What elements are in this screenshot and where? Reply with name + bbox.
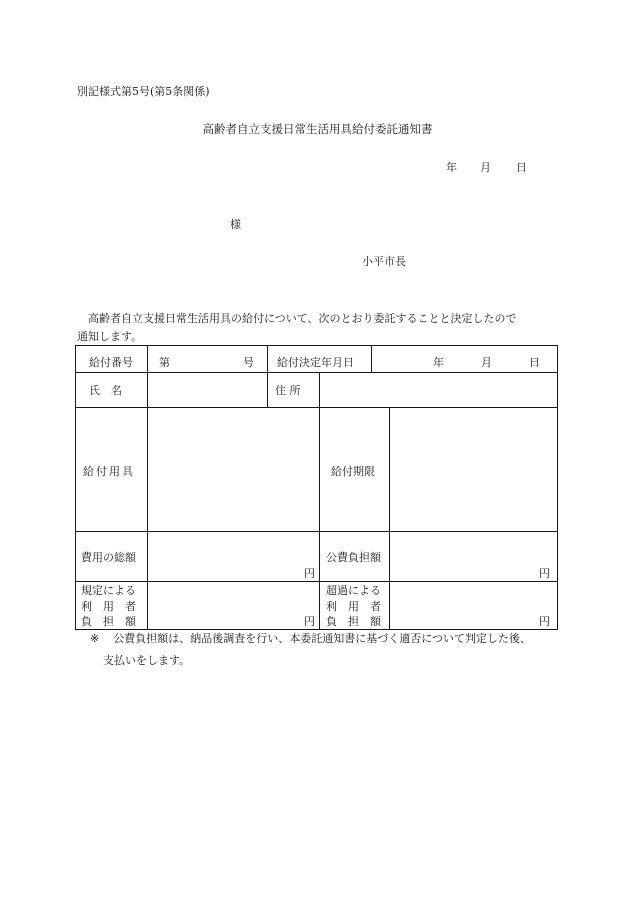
table-rule	[389, 407, 390, 630]
table-rule	[371, 345, 372, 373]
table-rule	[147, 345, 148, 630]
table-border-left	[75, 345, 76, 630]
address-label: 住 所	[275, 384, 301, 397]
date-day-label: 日	[516, 161, 527, 174]
regular-burden-label-2: 利 用 者	[81, 600, 136, 613]
public-burden-unit: 円	[539, 567, 550, 580]
regular-burden-unit: 円	[304, 615, 315, 628]
number-suffix: 号	[243, 356, 254, 369]
date-year-label: 年	[446, 161, 457, 174]
document-title: 高齢者自立支援日常生活用具給付委託通知書	[202, 122, 433, 136]
decision-day-label: 日	[529, 356, 540, 369]
excess-burden-label-1: 超過による	[326, 584, 381, 597]
total-cost-label: 費用の総額	[81, 551, 136, 564]
intro-line-1: 高齢者自立支援日常生活用具の給付について、次のとおり委託することと決定したので	[88, 312, 517, 325]
form-table	[75, 345, 558, 630]
public-burden-label: 公費負担額	[326, 551, 381, 564]
excess-burden-unit: 円	[539, 615, 550, 628]
number-prefix: 第	[159, 356, 170, 369]
addressee-suffix: 様	[230, 218, 241, 231]
note-mark: ※	[90, 632, 100, 645]
decision-year-label: 年	[433, 356, 444, 369]
period-label: 給付期限	[331, 465, 375, 478]
note-text-1: 公費負担額は、納品後調査を行い、本委託通知書に基づく適否について判定した後、	[113, 632, 531, 645]
name-label: 氏 名	[89, 384, 122, 397]
decision-month-label: 月	[481, 356, 492, 369]
excess-burden-label-3: 負 担 額	[326, 615, 381, 628]
decision-date-label: 給付決定年月日	[277, 356, 354, 369]
regular-burden-label-3: 負 担 額	[81, 615, 136, 628]
note-line-2: 支払いをします。	[103, 654, 191, 667]
table-rule	[319, 372, 320, 630]
date-month-label: 月	[480, 161, 491, 174]
regular-burden-label-1: 規定による	[81, 584, 136, 597]
excess-burden-label-2: 利 用 者	[326, 600, 381, 613]
table-border-right	[557, 345, 558, 630]
form-number: 別記様式第5号(第5条関係)	[77, 85, 210, 98]
note-line-1	[90, 633, 531, 644]
items-label: 給付用具	[83, 465, 135, 478]
issuer: 小平市長	[362, 255, 406, 268]
total-cost-unit: 円	[304, 567, 315, 580]
intro-line-2: 通知します。	[77, 330, 143, 343]
number-label: 給付番号	[89, 356, 133, 369]
table-rule	[267, 345, 268, 408]
